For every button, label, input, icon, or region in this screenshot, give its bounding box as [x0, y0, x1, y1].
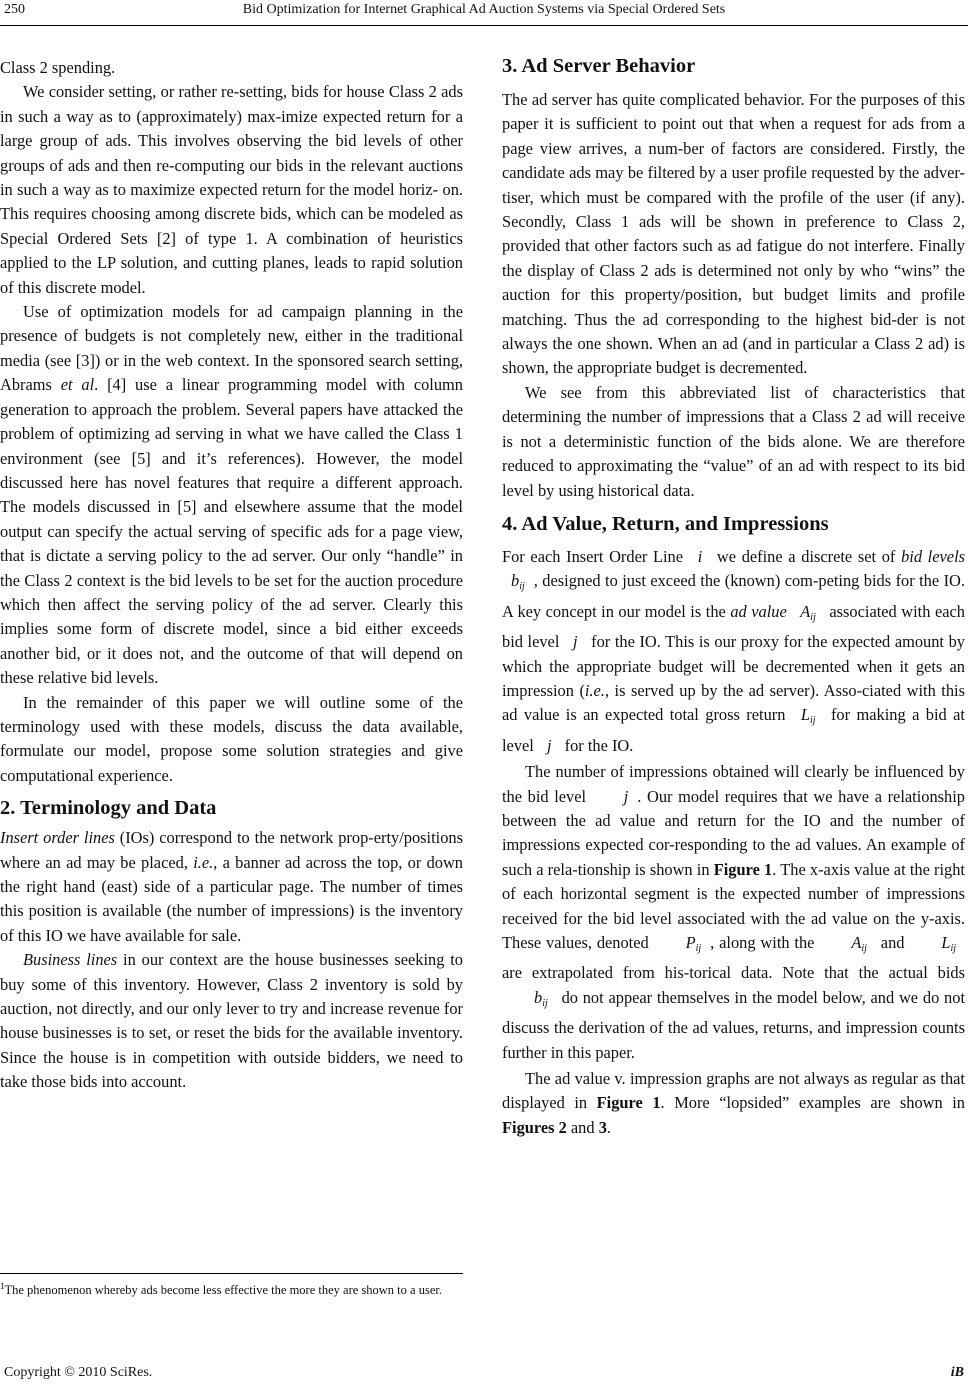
- figure-ref: Figures 2: [502, 1117, 567, 1137]
- paragraph: [0, 826, 463, 948]
- math-l-ij: [909, 931, 965, 961]
- paragraph: We consider setting, or rather re-setting, bids for house Class 2 ads in such a way as to (approximately) max-imize expected return for a large group of ads. This involves observing the bid levels of other groups of ads and then re-computing our bids in the relevant auctions in such a way as to maximize expected return for the model horiz- on. This requires choosing among discrete bids, which can be modeled as Special Ordered Sets [2] of type 1. A combination of heuristics applied to the LP solution, and cutting planes, leads to rapid solution of this discrete model.: [0, 82, 463, 297]
- paragraph: Class 2 spending.: [0, 58, 116, 77]
- text-run: along with the: [719, 933, 815, 952]
- text-run: The number of impressions obtained will clearly be influenced by the bid level: [502, 762, 965, 806]
- right-column: [502, 52, 965, 1140]
- footnote-rule: [0, 1273, 463, 1274]
- term: Business lines: [23, 950, 118, 970]
- math-subscript: ij: [950, 943, 957, 954]
- text-run: for making a bid at level: [502, 705, 965, 755]
- math-subscript: ij: [695, 943, 702, 954]
- text-run: for the IO. This is our proxy for the expected amount by which the appropriate budget will be decremented when it gets an impression (: [502, 632, 965, 700]
- paragraph: [502, 545, 965, 758]
- math-a-ij: [791, 600, 825, 630]
- math-symbol: b: [534, 987, 543, 1007]
- text-run: in our context are the house businesses seeking to buy some of this inventory. However, Class 2 inventory is sold by auction, not directly, and our only lever to try and increase revenue for house businesses is to set, or reset the bids for the available inventory. Since the house is in competition with outside bidders, we need to take those bids into account.: [0, 950, 464, 1092]
- math-j: j: [623, 786, 629, 806]
- page-header: [0, 0, 968, 26]
- math-b-ij: [502, 986, 557, 1016]
- math-a-ij: [819, 931, 876, 961]
- math-i: i: [697, 546, 703, 566]
- text-run: (IOs) correspond to the network prop-erty/positions where an ad may be placed,: [0, 828, 463, 872]
- text-run: for the IO.: [564, 735, 634, 755]
- text-run: i.e.: [584, 680, 605, 700]
- text-run: The ad value v. impression graphs are not always as regular as that displayed in: [502, 1069, 965, 1113]
- math-symbol: A: [851, 933, 862, 952]
- term: Insert order lines: [0, 828, 115, 848]
- paragraph: [502, 760, 965, 1065]
- math-subscript: ij: [809, 715, 816, 727]
- footnote-mark: 1: [0, 1281, 5, 1291]
- figure-ref: Figure 1: [713, 859, 773, 879]
- page-footer: [0, 1365, 968, 1385]
- figure-ref: Figure 1: [596, 1093, 661, 1113]
- math-symbol: b: [511, 571, 520, 591]
- text-run: For each Insert Order Line: [502, 546, 684, 566]
- header-rule: [0, 25, 968, 26]
- paragraph: [502, 1067, 965, 1140]
- copyright: Copyright © 2010 SciRes.: [4, 1365, 153, 1380]
- text-run: associated with each bid level: [502, 601, 965, 652]
- page-number: 250: [4, 2, 25, 17]
- text-run: and: [880, 933, 905, 952]
- math-l-ij: [792, 703, 825, 733]
- math-b-ij: [502, 569, 534, 599]
- footnote-text: The phenomenon whereby ads become less effective the more they are shown to a user.: [4, 1283, 442, 1298]
- figure-ref: 3: [598, 1117, 607, 1137]
- math-subscript: ij: [542, 997, 548, 1009]
- text-run: Use of optimization models for ad campaign planning in the presence of budgets is not completely new, either in the traditional media (see [3]) or in the web context. In the sponsored search setting, Abrams: [0, 302, 463, 395]
- text-run: i.e.: [193, 852, 214, 872]
- math-symbol: L: [941, 933, 951, 952]
- journal-abbrev: iB: [950, 1365, 964, 1380]
- term: bid levels: [901, 546, 965, 566]
- math-j: j: [546, 735, 552, 755]
- left-column: [0, 56, 463, 1095]
- section-heading: 3. Ad Server Behavior: [502, 55, 696, 77]
- text-run: and: [566, 1117, 599, 1137]
- running-title: Bid Optimization for Internet Graphical Ad Auction Systems via Special Ordered Sets: [242, 2, 726, 17]
- text-run: , is served up by the ad server). Asso-ciated with this ad value is an expected total gross return: [502, 680, 965, 725]
- text-run: .: [606, 1117, 611, 1137]
- text-run: , designed to just exceed the (known) com-peting bids for the IO. A key concept in our model is the: [502, 571, 965, 621]
- paragraph: [0, 300, 463, 691]
- math-subscript: ij: [861, 943, 867, 954]
- text-run: . [4] use a linear programming model with column generation to approach the problem. Several papers have attacked the problem of optimizing ad serving in what we have called the Class 1 environment (see [5] and it’s references). However, the model discussed here has novel features that require a different approach. The models discussed in [5] and elsewhere assume that the model output can specify the actual serving of specific ads for a page view, that is dictate a serving policy to the ad server. Our only “handle” in the Class 2 context is the bid levels to be set for the auction procedure which then affect the serving policy of the ad server. Clearly this implies some form of discrete model, since a bid either exceeds another bid, or it does not, and the outcome of that will depend on these relative bid levels.: [0, 375, 463, 688]
- math-symbol: L: [800, 705, 810, 725]
- term: ad value: [730, 601, 787, 621]
- text-run: are extrapolated from his-torical data. Note that the actual bids: [502, 963, 965, 983]
- text-run: . More “lopsided” examples are shown in: [660, 1093, 965, 1113]
- paragraph: We see from this abbreviated list of characteristics that determining the number of impressions that a Class 2 ad will receive is not a deterministic function of the bids alone. We are therefore reduced to approximating the “value” of an ad with respect to its bid level by using historical data.: [502, 382, 965, 500]
- footnote: [0, 1278, 463, 1299]
- paragraph: The ad server has quite complicated behavior. For the purposes of this paper it is sufficient to point out that when a request for ads from a page view arrives, a num-ber of factors are considered. Firstly, the candidate ads may be filtered by a user profile requested by the adver-tiser, which must be compared with the profile of the user (if any). Secondly, Class 1 ads will be shown in preference to Class 2, provided that other factors such as ad fatigue do not interfere. Finally the display of Class 2 ads is determined not only by who “wins” the auction for this property/position, but budget limits and profile matching. Thus the ad corresponding to the highest bid-der is not always the one shown. When an ad (and in particular a Class 2 ad) is shown, the appropriate budget is decremented.: [502, 90, 965, 378]
- paragraph: [0, 948, 463, 1094]
- text-run: ,: [710, 933, 715, 952]
- math-p-ij: [654, 931, 711, 961]
- text-run: do not appear themselves in the model below, and we do not discuss the derivation of the ad values, returns, and impression counts further in this paper.: [502, 987, 965, 1062]
- paragraph: In the remainder of this paper we will outline some of the terminology used with these models, discuss the data available, formulate our model, propose some solution strategies and give computational experience.: [0, 692, 463, 785]
- text-run: we define a discrete set of: [716, 546, 896, 566]
- section-heading: 2. Terminology and Data: [0, 797, 217, 820]
- math-symbol: P: [685, 933, 696, 952]
- text-run: , a banner ad across the top, or down the right hand (east) side of a particular page. The number of times this position is available (the number of impressions) is the inventory of this IO we have available for sale.: [0, 852, 463, 945]
- text-run: . The x-axis value at the right of each horizontal segment is the expected number of impressions received for the bid level associated with the ad value on the y-axis. These values, denoted: [502, 859, 965, 952]
- text-run: et al: [60, 375, 95, 395]
- math-subscript: ij: [810, 611, 816, 623]
- math-j: j: [572, 632, 578, 652]
- math-subscript: ij: [519, 581, 525, 593]
- math-symbol: A: [800, 601, 811, 621]
- text-run: . Our model requires that we have a relationship between the ad value and return for the IO and the number of impressions expected cor-responding to the ad values. An example of such a rela-tionship is shown in: [502, 786, 965, 879]
- section-heading: 4. Ad Value, Return, and Impressions: [502, 512, 829, 535]
